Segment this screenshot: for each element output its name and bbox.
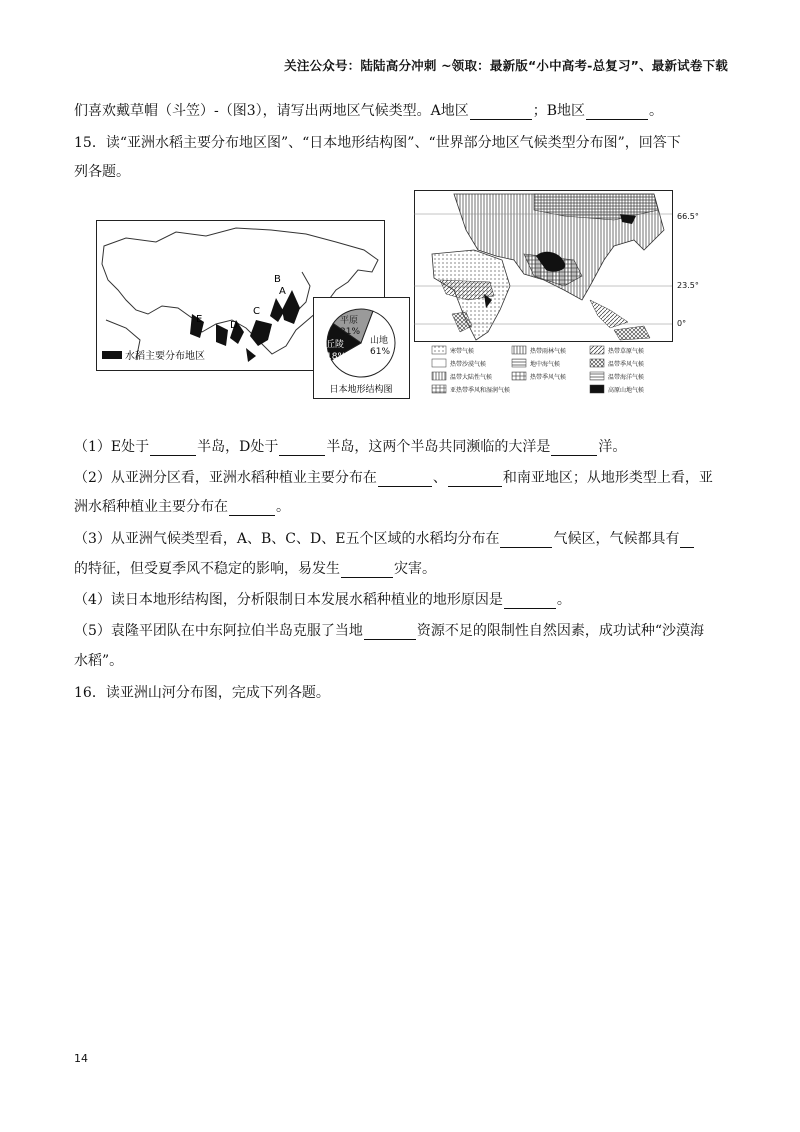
q15-sub4-text-a: （4）读日本地形结构图，分析限制日本发展水稻种植业的地形原因是 [74,592,503,608]
q15-sub2-text-a: （2）从亚洲分区看，亚洲水稻种植业主要分布在 [74,470,377,486]
pie-label-mountain: 山地 [370,336,389,346]
pie-pct-hill: 18% [326,352,347,362]
legend-item-1: 寒带气候 [450,348,475,355]
world-climate-map [414,190,699,402]
legend-item-7: 温带大陆性气候 [450,374,493,381]
answer-blank-feature[interactable] [680,533,694,548]
answer-blank-region-1[interactable] [378,472,432,487]
pie-label-hill: 丘陵 [326,340,345,350]
q15-sub3-text-d: 灾害。 [394,561,436,577]
answer-blank-b[interactable] [586,105,648,120]
answer-blank-a[interactable] [470,105,532,120]
legend-item-5: 地中海气候 [530,361,561,368]
q15-sub1-text-c: 半岛，这两个半岛共同濒临的大洋是 [326,439,551,455]
legend-item-2: 热带雨林气候 [530,348,567,355]
map-label-c: C [253,306,260,317]
answer-blank-e-peninsula[interactable] [150,441,196,456]
q15-sub2-text-c: 和南亚地区；从地形类型上看，亚 [502,470,713,486]
pie-title: 日本地形结构图 [329,385,393,395]
q15-sub1-text-d: 洋。 [598,439,627,455]
answer-blank-region-2[interactable] [448,472,502,487]
legend-item-3: 热带草原气候 [608,348,645,355]
q15-sub3-line1 [74,528,695,548]
map-label-e: E [196,314,203,325]
answer-blank-terrain-reason[interactable] [504,594,556,609]
lat-label-tropic: 23.5° [677,281,699,290]
answer-blank-ocean[interactable] [551,441,597,456]
q15-sub4 [74,589,571,609]
answer-blank-resource[interactable] [364,625,416,640]
answer-blank-disaster[interactable] [341,563,393,578]
japan-landform-pie-chart [313,297,410,399]
legend-item-10: 亚热带季风和湿润气候 [450,387,511,394]
legend-swatch-rice [102,351,122,359]
q15-sub5-line2: 水稻”。 [74,653,124,669]
q15-sub1 [74,436,626,456]
q14-text-a: 们喜欢戴草帽（斗笠）-（图3），请写出两地区气候类型。A地区 [74,103,469,119]
q15-sub2-text-e: 。 [276,499,290,515]
q15-stem-line1: 15．读“亚洲水稻主要分布地区图”、“日本地形结构图”、“世界部分地区气候类型分布图”，回答下 [74,135,681,151]
q16-stem: 16．读亚洲山河分布图，完成下列各题。 [74,685,330,701]
q15-sub1-text-a: （1）E处于 [74,439,150,455]
legend-item-4: 热带沙漠气候 [450,361,487,368]
legend-rice-label: 水稻主要分布地区 [125,351,205,362]
q15-sub3-line2 [74,558,436,578]
legend-item-11: 高原山地气候 [608,387,645,394]
q15-sub2-text-d: 洲水稻种植业主要分布在 [74,499,228,515]
q15-sub1-text-b: 半岛，D处于 [197,439,279,455]
page-header: 关注公众号：陆陆高分冲刺 ~领取：最新版“小中高考-总复习”、最新试卷下载 [284,58,728,73]
map-label-d: D [230,320,238,331]
pie-label-plain: 平原 [340,316,359,326]
q15-sub5-line1 [74,620,704,640]
answer-blank-d-peninsula[interactable] [279,441,325,456]
q14-tail-line [74,100,663,120]
q15-sub3-text-a: （3）从亚洲气候类型看，A、B、C、D、E五个区域的水稻均分布在 [74,531,500,547]
lat-label-arctic: 66.5° [677,212,699,221]
legend-item-6: 温带季风气候 [608,361,645,368]
q15-sub4-text-b: 。 [556,592,571,608]
q15-sub3-text-c: 的特征，但受夏季风不稳定的影响，易发生 [74,561,340,577]
q14-text-b: ；B地区 [532,103,586,119]
q15-stem-line2: 列各题。 [74,164,130,180]
lat-label-equator: 0° [677,319,687,328]
map-label-a: A [279,286,286,297]
pie-pct-plain: 21% [340,327,361,337]
answer-blank-climate[interactable] [500,533,552,548]
q15-sub5-text-b: 资源不足的限制性自然因素，成功试种“沙漠海 [416,623,705,639]
legend-item-9: 温带海洋气候 [608,374,645,381]
q15-sub3-text-b: 气候区，气候都具有 [553,531,680,547]
pie-pct-mountain: 61% [370,347,391,357]
answer-blank-landform[interactable] [229,501,275,516]
page-number: 14 [74,1052,88,1065]
q15-sub2-line2 [74,496,290,516]
q15-sub2-line1 [74,467,713,487]
q15-sub2-text-b: 、 [432,470,447,486]
map-label-b: B [274,274,281,285]
q14-text-c: 。 [649,103,664,119]
q15-sub5-text-a: （5）袁隆平团队在中东阿拉伯半岛克服了当地 [74,623,363,639]
legend-item-8: 热带季风气候 [530,374,567,381]
